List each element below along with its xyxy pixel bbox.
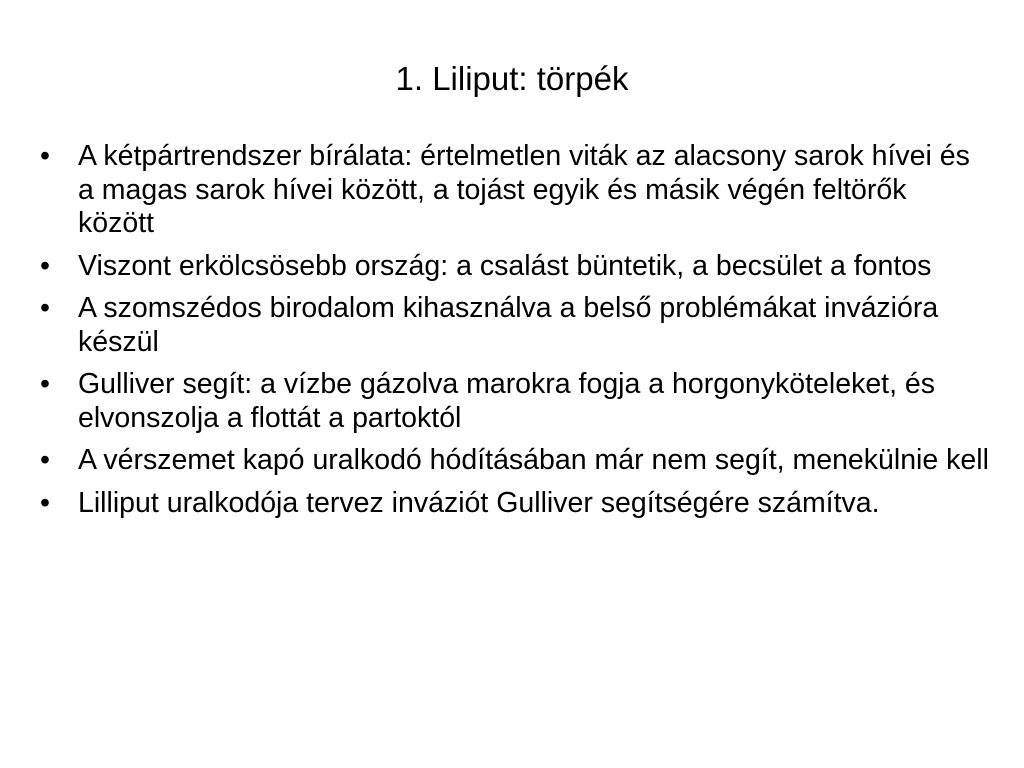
bullet-text: A vérszemet kapó uralkodó hódításában már nem segít, menekülnie kell: [78, 444, 989, 476]
slide-title: 1. Liliput: törpék: [395, 60, 629, 97]
bullet-item: [40, 250, 990, 284]
bullet-text: Lilliput uralkodója tervez inváziót Gulliver segítségére számítva.: [78, 486, 880, 519]
bullet-icon: •: [40, 249, 50, 282]
bullet-text: Viszont erkölcsösebb ország: a csalást büntetik, a becsület a fontos: [78, 249, 932, 282]
bullet-item: [40, 292, 990, 359]
bullet-text: Gulliver segít: a vízbe gázolva marokra fogja a horgonyköteleket, és elvonszolja a flottát a partoktól: [78, 368, 936, 434]
bullet-item: [40, 444, 990, 478]
bullet-item: [40, 487, 990, 521]
bullet-item: [40, 140, 990, 241]
bullet-text: A kétpártrendszer bírálata: értelmetlen viták az alacsony sarok hívei és a magas sarok hívei között, a tojást egyik és másik végén feltörők között: [78, 140, 970, 239]
bullet-icon: •: [40, 292, 50, 324]
bullet-icon: •: [40, 368, 50, 400]
bullet-text: A szomszédos birodalom kihasználva a belső problémákat invázióra készül: [78, 292, 939, 358]
bullet-item: [40, 368, 990, 435]
bullet-icon: •: [40, 486, 50, 519]
bullet-list: [40, 140, 990, 529]
bullet-icon: •: [40, 444, 50, 476]
bullet-icon: •: [40, 140, 50, 172]
